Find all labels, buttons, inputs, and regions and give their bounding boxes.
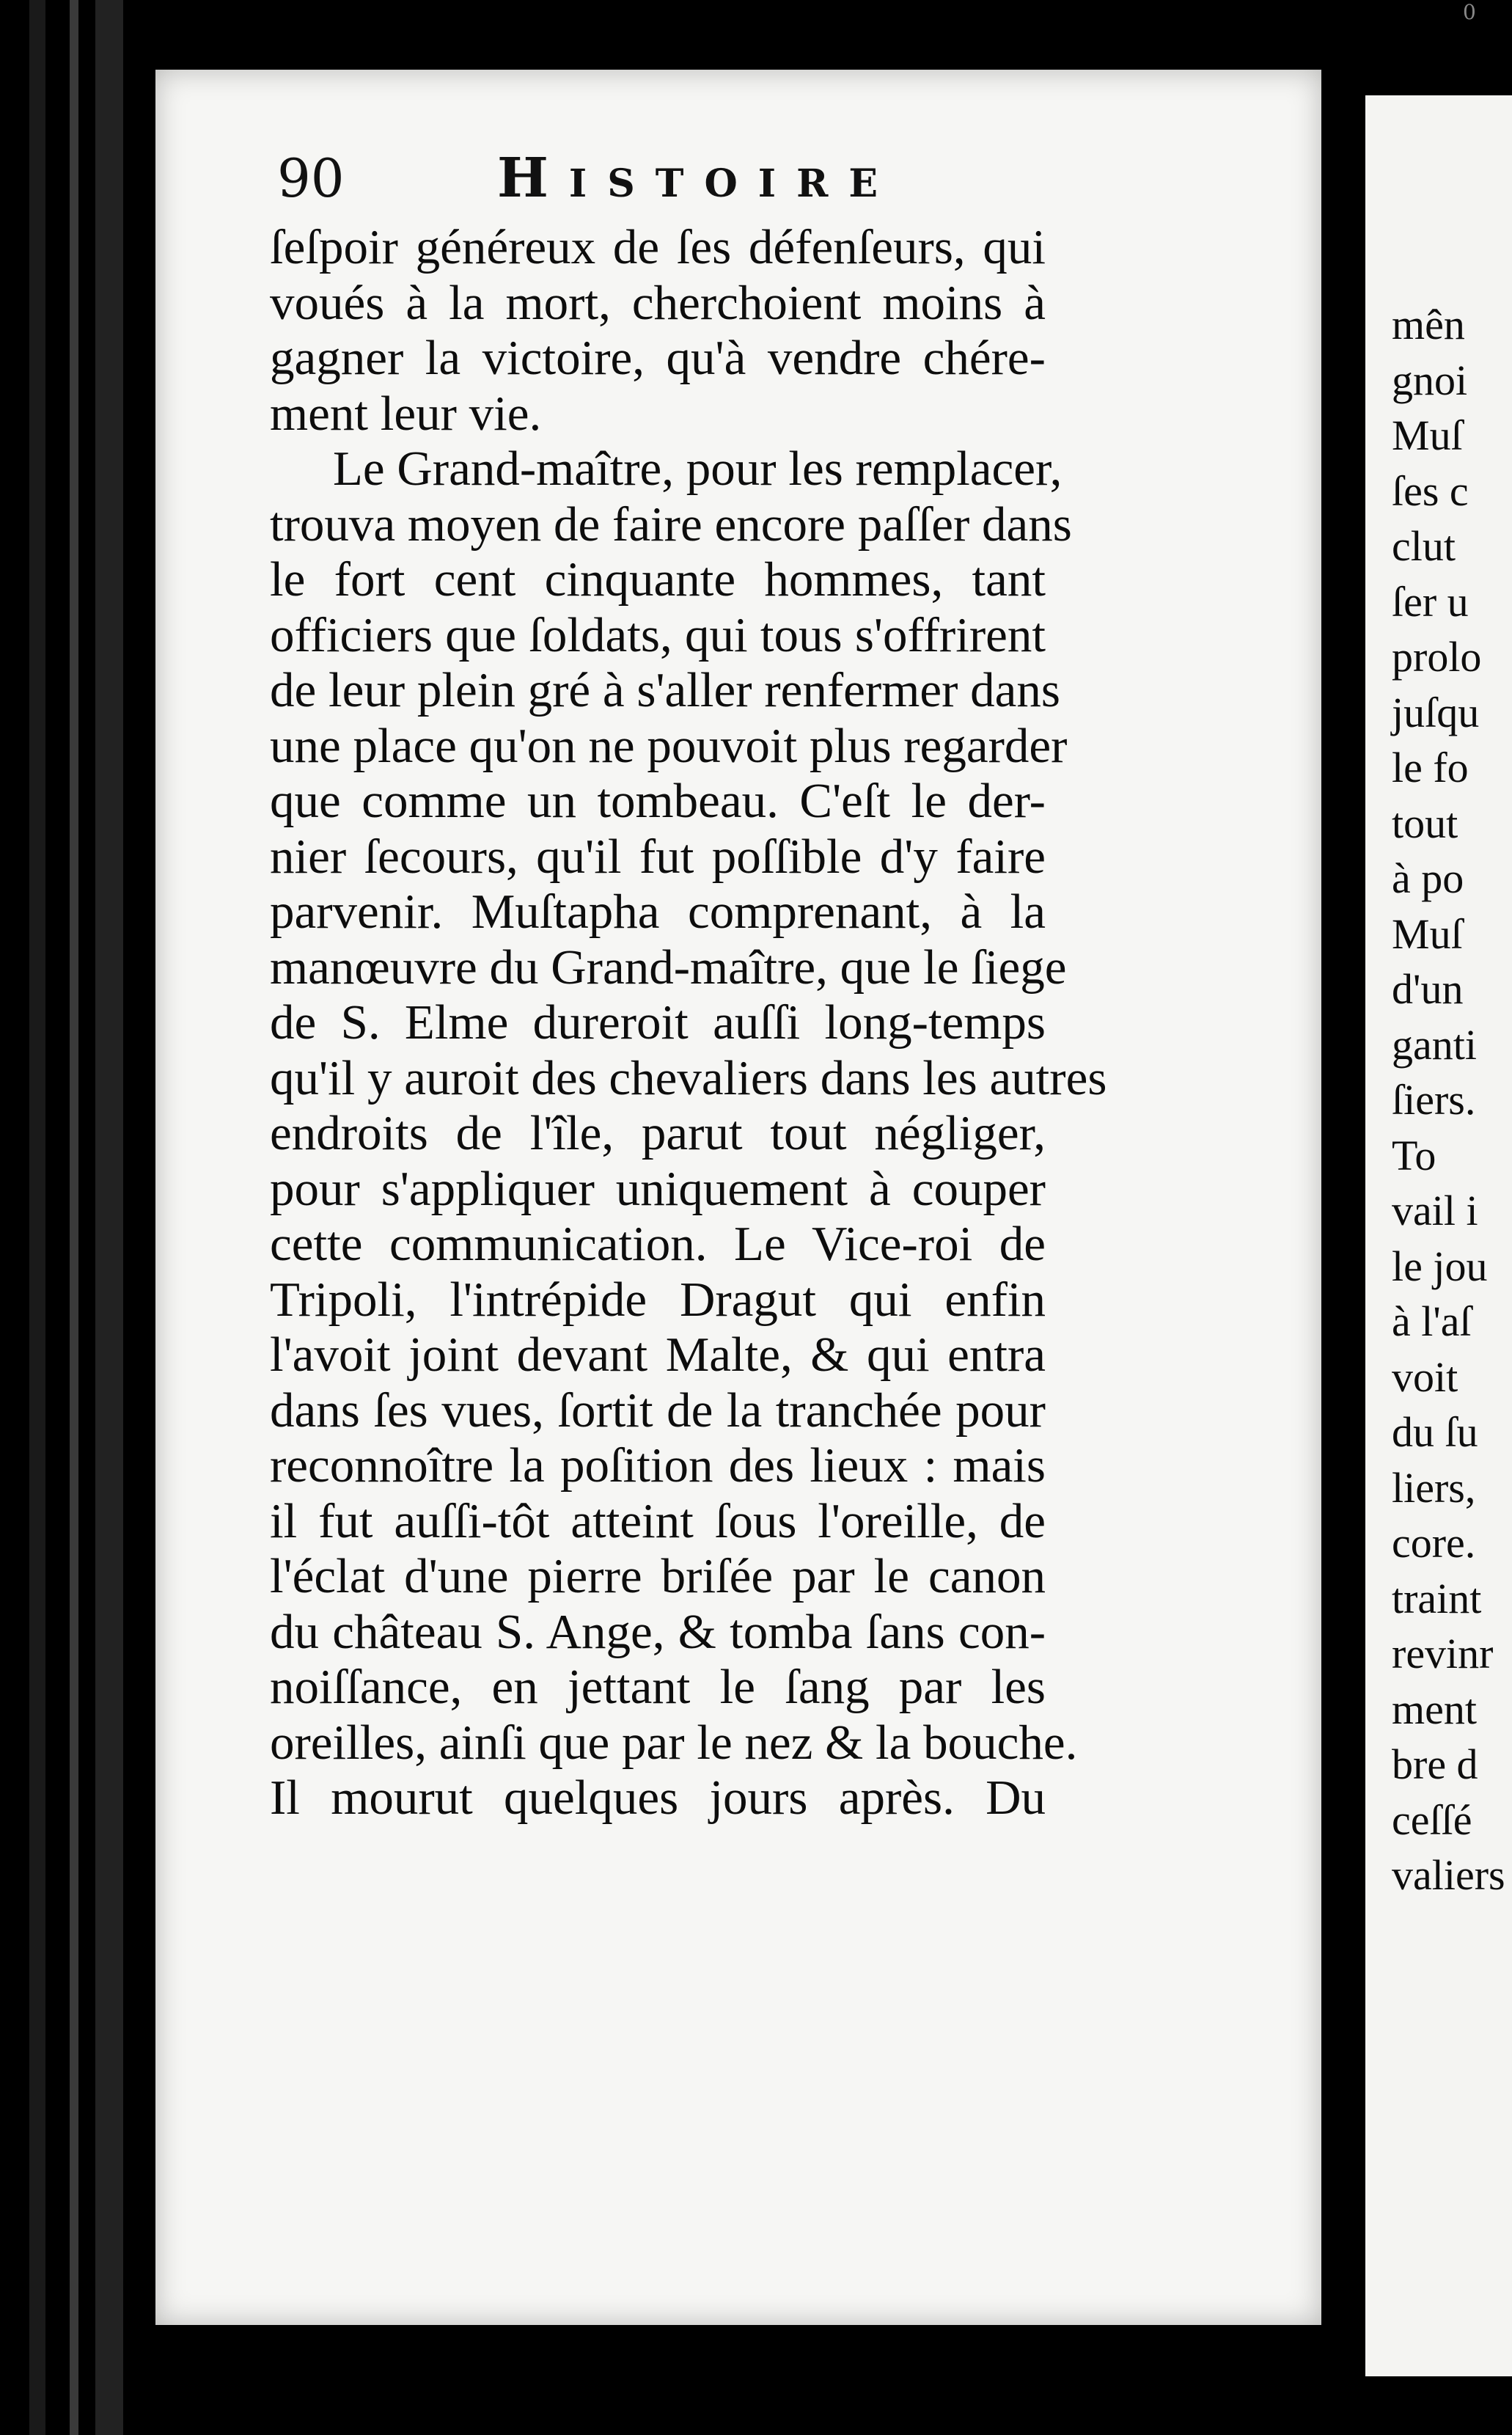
text-line: Le Grand-maître, pour les remplacer,	[333, 442, 1063, 496]
text-line: Tripoli, l'intrépide Dragut qui enfin	[270, 1272, 1046, 1327]
text-line: cette communication. Le Vice-roi de	[270, 1217, 1046, 1271]
text-line: ſeſpoir généreux de ſes défenſeurs, qui	[270, 220, 1046, 274]
text-line: qu'il y auroit des chevaliers dans les autres	[270, 1050, 1107, 1105]
binding-edge	[29, 0, 45, 2435]
text-line: l'éclat d'une pierre briſée par le canon	[270, 1549, 1046, 1603]
facing-line: ſiers.	[1392, 1076, 1476, 1124]
text-line: de leur plein gré à s'aller renfermer dans	[270, 663, 1060, 717]
text-line: ment leur vie.	[270, 386, 542, 441]
facing-line: prolo	[1392, 633, 1482, 681]
facing-line: à po	[1392, 854, 1464, 902]
text-line: pour s'appliquer uniquement à couper	[270, 1161, 1046, 1216]
facing-line: le jou	[1392, 1242, 1488, 1290]
facing-line: ment	[1392, 1685, 1477, 1733]
text-line: noiſſance, en jettant le ſang par les	[270, 1660, 1046, 1714]
text-line: dans ſes vues, ſortit de la tranchée pour	[270, 1383, 1046, 1438]
text-line: gagner la victoire, qu'à vendre chére-	[270, 331, 1046, 385]
text-line: une place qu'on ne pouvoit plus regarder	[270, 718, 1068, 773]
text-line: voués à la mort, cherchoient moins à	[270, 275, 1046, 330]
text-line: parvenir. Muſtapha comprenant, à la	[270, 885, 1046, 939]
page-header	[277, 138, 1040, 219]
text-line: du château S. Ange, & tomba ſans con-	[270, 1604, 1046, 1659]
facing-line: liers,	[1392, 1463, 1476, 1512]
facing-line: bre d	[1392, 1740, 1478, 1788]
text-line: il fut auſſi-tôt atteint ſous l'oreille, de	[270, 1493, 1046, 1548]
facing-line: Muſ	[1392, 411, 1463, 459]
facing-line: revinr	[1392, 1630, 1494, 1677]
text-line: Il mourut quelques jours après. Du	[270, 1771, 1046, 1825]
facing-line: ſes c	[1392, 466, 1469, 515]
facing-line: To	[1392, 1131, 1436, 1179]
text-line: le fort cent cinquante hommes, tant	[270, 552, 1046, 607]
text-line: manœuvre du Grand-maître, que le ſiege	[270, 940, 1067, 995]
facing-line: valiers	[1392, 1851, 1505, 1899]
facing-line: traint	[1392, 1574, 1482, 1622]
binding-edge	[70, 0, 78, 2435]
facing-line: ganti	[1392, 1020, 1477, 1069]
facing-line: mên	[1392, 301, 1465, 348]
facing-line: voit	[1392, 1352, 1458, 1401]
facing-line: gnoi	[1392, 356, 1468, 404]
facing-page-text	[1392, 297, 1505, 1903]
text-line: reconnoître la poſition des lieux : mais	[270, 1438, 1046, 1493]
facing-line: d'un	[1392, 965, 1464, 1013]
facing-line: le fo	[1392, 744, 1469, 791]
facing-line: core.	[1392, 1519, 1476, 1567]
running-title: Histoire	[497, 147, 898, 210]
body-text	[270, 220, 1107, 1826]
facing-line: Muſ	[1392, 909, 1463, 958]
facing-line: du ſu	[1392, 1408, 1478, 1456]
corner-mark: 0	[1463, 0, 1476, 24]
text-line: oreilles, ainſi que par le nez & la bouche.	[270, 1715, 1078, 1770]
text-line: de S. Elme dureroit auſſi long-temps	[270, 995, 1046, 1050]
text-line: trouva moyen de faire encore paſſer dans	[270, 497, 1072, 552]
text-line: endroits de l'île, parut tout négliger,	[270, 1106, 1046, 1160]
facing-line: clut	[1392, 522, 1456, 570]
text-line: que comme un tombeau. C'eſt le der-	[270, 774, 1046, 828]
facing-line: vail i	[1392, 1187, 1478, 1234]
text-line: nier ſecours, qu'il fut poſſible d'y faire	[270, 829, 1046, 884]
facing-line: tout	[1392, 799, 1458, 847]
binding-edge	[95, 0, 123, 2435]
text-line: l'avoit joint devant Malte, & qui entra	[270, 1328, 1046, 1382]
text-line: officiers que ſoldats, qui tous s'offrirent	[270, 607, 1046, 662]
facing-line: ceſſé	[1392, 1795, 1472, 1844]
facing-line: juſqu	[1392, 688, 1480, 736]
page-number: 90	[277, 147, 345, 209]
facing-line: à l'aſ	[1392, 1297, 1472, 1345]
facing-line: ſer u	[1392, 577, 1469, 626]
